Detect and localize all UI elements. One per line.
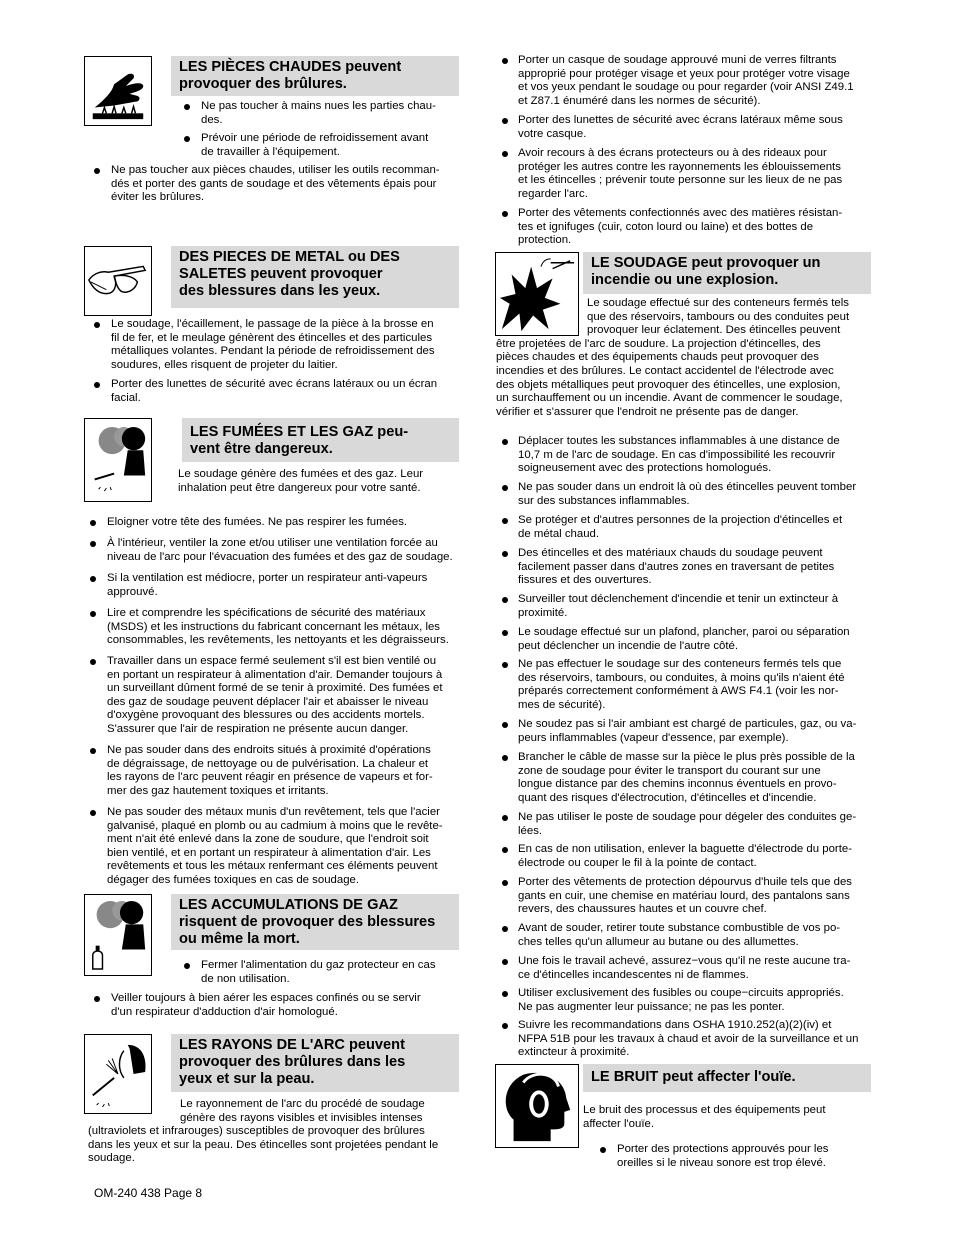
- list-item: Avoir recours à des écrans protecteurs ou à des rideaux pour protéger les autres contre les rayonnements les éblouissements et les étincelles ; prévenir toute personne sur les lieux de ne pas regarder l'arc.: [518, 147, 843, 200]
- list-item: Porter des vêtements de protection dépourvus d'huile tels que des gants en cuir, une chemise en matériau lourd, des pantalons sans revers, des chaussures hautes et un couvre chef.: [518, 876, 852, 916]
- fire-intro: Le soudage effectué sur des conteneurs fermés tels que des réservoirs, tambours ou des conduites peut provoquer leur éclatement. Des étincelles peuvent être projetées de l'arc de soudure. La projection d'étincelles, des pièces chaudes et des équipements chauds peut provoquer des incendies et des brûlures. Le contact accidentel de l'électrode avec des objets métalliques peut provoquer des étincelles, une explosion, un surchauffement ou un incendie. Avant de commencer le soudage, vérifier et s'assurer que l'endroit ne présente pas de danger.: [496, 297, 850, 418]
- list-item: Porter des lunettes de sécurité avec écrans latéraux même sous votre casque.: [518, 114, 843, 140]
- fumes-header: LES FUMÉES ET LES GAZ peu- vent être dangereux.: [182, 418, 459, 462]
- list-item: À l'intérieur, ventiler la zone et/ou utiliser une ventilation forcée au niveau de l'arc pour l'évacuation des fumées et des gaz de soudage.: [107, 537, 453, 563]
- noise-intro: Le bruit des processus et des équipements peut affecter l'ouïe.: [583, 1104, 826, 1130]
- list-item: Suivre les recommandations dans OSHA 1910.252(a)(2)(iv) et NFPA 51B pour les travaux à chaud et avoir de la surveillance et un extincteur à proximité.: [518, 1019, 859, 1059]
- list-item: Ne pas souder dans des endroits situés à proximité d'opérations de dégraissage, de nettoyage ou de pulvérisation. La chaleur et les rayons de l'arc peuvent réagir en présence de vapeurs et for- mer des gaz hautement toxiques et irritants.: [107, 744, 433, 797]
- page-footer: OM-240 438 Page 8: [94, 1186, 203, 1200]
- list-item: Des étincelles et des matériaux chauds du soudage peuvent facilement passer dans d'autres zones en traversant de petites fissures et des ouvertures.: [518, 547, 835, 587]
- arc-rays-intro: Le rayonnement de l'arc du procédé de soudage génère des rayons visibles et invisibles intenses (ultraviolets et infrarouges) susceptibles de provoquer des brûlures dans les yeux et sur la peau. Des étincelles sont projetées pendant le soudage.: [88, 1098, 439, 1165]
- list-item: Le soudage effectué sur un plafond, plancher, paroi ou séparation peut déclencher un incendie de l'autre côté.: [518, 626, 850, 652]
- hot-parts-title-2: provoquer des brûlures.: [179, 76, 347, 92]
- list-item: En cas de non utilisation, enlever la baguette d'électrode du porte- électrode ou couper le fil à la pointe de contact.: [518, 843, 852, 869]
- list-item: Utiliser exclusivement des fusibles ou coupe−circuits appropriés. Ne pas augmenter leur puissance; ne pas les ponter.: [518, 987, 844, 1013]
- list-item: Travailler dans un espace fermé seulement s'il est bien ventilé ou en portant un respirateur à alimentation d'air. Demander toujours à un surveillant dûment formé de se tenir à proximité. Des fumées et des gaz de soudage peuvent déplacer l'air et abaisser le niveau d'oxygène provoquant des blessures ou des accidents mortels. S'assurer que l'air de respiration ne présente aucun danger.: [107, 655, 443, 735]
- ear-protection-icon: [495, 1064, 579, 1148]
- fumes-head-icon: [84, 418, 152, 502]
- list-item: Veiller toujours à bien aérer les espaces confinés ou se servir d'un respirateur d'adduction d'air homologué.: [111, 992, 421, 1018]
- list-item: Brancher le câble de masse sur la pièce le plus près possible de la zone de soudage pour éviter le transport du courant sur une longue distance par des chemins inconnus éventuels en provo- quant des risques d'électrocution, d'étincelles et d'incendie.: [518, 751, 855, 804]
- hot-parts-title-1: LES PIÈCES CHAUDES peuvent: [179, 59, 402, 75]
- list-item: Eloigner votre tête des fumées. Ne pas respirer les fumées.: [107, 516, 408, 528]
- list-item: Surveiller tout déclenchement d'incendie et tenir un extincteur à proximité.: [518, 593, 839, 619]
- list-item: Ne pas toucher aux pièces chaudes, utiliser les outils recomman- dés et porter des gants de soudage et des vêtements épais pour éviter les brûlures.: [111, 164, 440, 204]
- arc-rays-header: LES RAYONS DE L'ARC peuvent provoquer des brûlures dans les yeux et sur la peau.: [171, 1034, 459, 1092]
- list-item: Ne pas toucher à mains nues les parties chau- des.: [201, 100, 436, 126]
- list-item: Prévoir une période de refroidissement avant de travailler à l'équipement.: [201, 132, 429, 158]
- list-item: Déplacer toutes les substances inflammables à une distance de 10,7 m de l'arc de soudage. En cas d'impossibilité les recouvrir soigneusement avec des protections homologués.: [518, 435, 840, 475]
- list-item: Fermer l'alimentation du gaz protecteur en cas de non utilisation.: [201, 959, 436, 985]
- gas-buildup-header: LES ACCUMULATIONS DE GAZ risquent de provoquer des blessures ou même la mort.: [171, 894, 459, 950]
- list-item: Porter un casque de soudage approuvé muni de verres filtrants approprié pour protéger visage et yeux pour protéger votre visage et vos yeux pendant le soudage ou pour regarder (voir ANSI Z49.1 et Z87.1 énuméré dans les normes de sécurité).: [518, 54, 854, 107]
- hot-hand-icon: [84, 56, 152, 126]
- list-item: Ne pas effectuer le soudage sur des conteneurs fermés tels que des réservoirs, tambours, ou conduites, à moins qu'ils n'aient été préparés correctement conformément à AWS F4.1 (voir les nor- mes de sécurité).: [518, 658, 845, 711]
- list-item: Se protéger et d'autres personnes de la projection d'étincelles et de métal chaud.: [518, 514, 843, 540]
- list-item: Porter des protections approuvés pour les oreilles si le niveau sonore est trop élevé.: [617, 1143, 829, 1169]
- list-item: Porter des vêtements confectionnés avec des matières résistan- tes et ignifuges (cuir, coton lourd ou laine) et des bottes de protection.: [518, 207, 843, 247]
- safety-glasses-icon: [84, 246, 152, 316]
- fire-header: LE SOUDAGE peut provoquer un incendie ou une explosion.: [583, 252, 871, 294]
- list-item: Ne pas souder dans un endroit là où des étincelles peuvent tomber sur des substances inflammables.: [518, 481, 857, 507]
- hot-parts-header: [171, 56, 459, 96]
- list-item: Ne pas souder des métaux munis d'un revêtement, tels que l'acier galvanisé, plaqué en plomb ou au cadmium à moins que le revête- ment n'ait été enlevé dans la zone de soudure, que l'endroit soit bien ventilé, et en portant un respirateur à alimentation d'air. Les revêtements et tous les métaux renfermant ces éléments peuvent dégager des fumées toxiques en cas de soudage.: [107, 806, 443, 886]
- gas-cylinder-icon: [84, 894, 152, 976]
- list-item: Si la ventilation est médiocre, porter un respirateur anti-vapeurs approuvé.: [107, 572, 428, 598]
- noise-header: LE BRUIT peut affecter l'ouïe.: [583, 1064, 871, 1092]
- list-item: Le soudage, l'écaillement, le passage de la pièce à la brosse en fil de fer, et le meulage génèrent des étincelles et des particules métalliques volantes. Pendant la période de refroidissement des soudures, elles risquent de projeter du laitier.: [111, 318, 435, 371]
- list-item: Lire et comprendre les spécifications de sécurité des matériaux (MSDS) et les instructions du fabricant concernant les métaux, les consommables, les revêtements, les nettoyants et les dégraisseurs.: [107, 607, 449, 647]
- list-item: Porter des lunettes de sécurité avec écrans latéraux ou un écran facial.: [111, 378, 438, 404]
- list-item: Ne soudez pas si l'air ambiant est chargé de particules, gaz, ou va- peurs inflammables (vapeur d'essence, par exemple).: [518, 718, 857, 744]
- list-item: Une fois le travail achevé, assurez−vous qu'il ne reste aucune tra- ce d'étincelles incandescentes ni de flammes.: [518, 955, 851, 981]
- metal-pieces-header: DES PIECES DE METAL ou DES SALETES peuvent provoquer des blessures dans les yeux.: [171, 246, 459, 308]
- list-item: Ne pas utiliser le poste de soudage pour dégeler des conduites ge- lées.: [518, 811, 857, 837]
- list-item: Avant de souder, retirer toute substance combustible de vos po- ches telles qu'un allumeur au butane ou des allumettes.: [518, 922, 841, 948]
- fumes-intro: Le soudage génère des fumées et des gaz. Leur inhalation peut être dangereux pour votre santé.: [178, 468, 424, 494]
